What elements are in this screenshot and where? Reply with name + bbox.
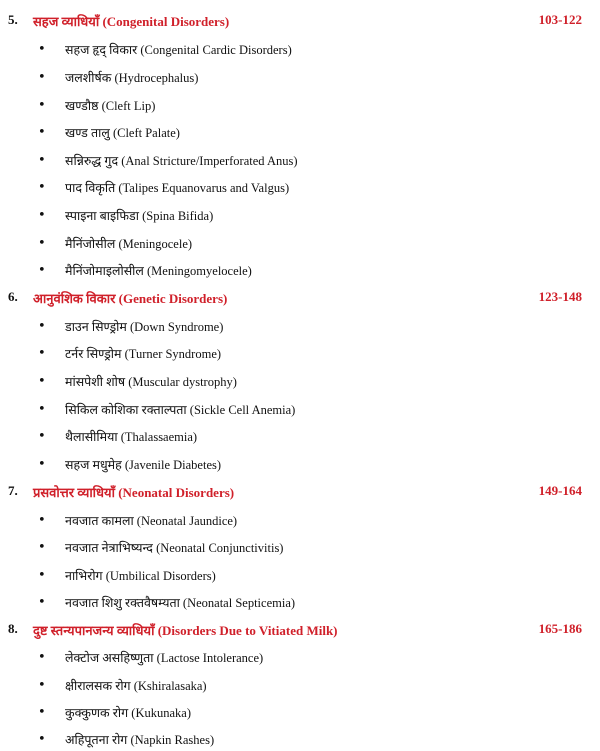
list-item xyxy=(0,341,600,365)
chapter-heading xyxy=(0,617,600,645)
list-item xyxy=(0,120,600,144)
list-item xyxy=(0,203,600,227)
bullet-icon: • xyxy=(38,208,46,223)
list-item xyxy=(0,258,600,282)
bullet-icon: • xyxy=(38,319,46,334)
bullet-icon: • xyxy=(38,457,46,472)
item-text: सन्निरुद्ध गुद (Anal Stricture/Imperforated Anus) xyxy=(65,154,298,168)
item-text: नवजात कामला (Neonatal Jaundice) xyxy=(65,514,238,528)
bullet-icon: • xyxy=(38,180,46,195)
bullet-icon: • xyxy=(38,540,46,555)
bullet-icon: • xyxy=(38,98,46,113)
chapter-page-range: 149-164 xyxy=(538,483,582,498)
item-text: लेक्टोज असहिष्णुता (Lactose Intolerance) xyxy=(65,651,264,665)
item-text: नवजात नेत्राभिष्यन्द (Neonatal Conjunctivitis) xyxy=(65,541,284,555)
bullet-icon: • xyxy=(38,125,46,140)
bullet-icon: • xyxy=(38,402,46,417)
list-item xyxy=(0,727,600,751)
item-text: मांसपेशी शोष (Muscular dystrophy) xyxy=(65,375,237,389)
item-text: मैनिंजोसील (Meningocele) xyxy=(65,237,193,251)
item-text: जलशीर्षक (Hydrocephalus) xyxy=(65,71,199,85)
list-item xyxy=(0,231,600,255)
item-text: कुक्कुणक रोग (Kukunaka) xyxy=(65,706,191,720)
bullet-icon: • xyxy=(38,263,46,278)
item-text: अहिपूतना रोग (Napkin Rashes) xyxy=(65,733,215,747)
chapter-title[interactable]: सहज व्याधियाँ (Congenital Disorders) xyxy=(33,14,230,29)
chapter-page-range: 165-186 xyxy=(538,621,582,636)
list-item xyxy=(0,508,600,532)
list-item xyxy=(0,397,600,421)
chapter-number: 7. xyxy=(8,483,18,498)
bullet-icon: • xyxy=(38,346,46,361)
item-text: क्षीरालसक रोग (Kshiralasaka) xyxy=(65,679,207,693)
bullet-icon: • xyxy=(38,513,46,528)
list-item xyxy=(0,700,600,724)
bullet-icon: • xyxy=(38,429,46,444)
list-item xyxy=(0,590,600,614)
chapter-title[interactable]: आनुवंशिक विकार (Genetic Disorders) xyxy=(33,291,228,306)
bullet-icon: • xyxy=(38,153,46,168)
item-text: खण्ड तालु (Cleft Palate) xyxy=(65,126,180,140)
list-item xyxy=(0,314,600,338)
list-item xyxy=(0,148,600,172)
item-text: सहज हृद् विकार (Congenital Cardic Disorders) xyxy=(65,43,292,57)
bullet-icon: • xyxy=(38,236,46,251)
item-text: खण्डौष्ठ (Cleft Lip) xyxy=(65,99,156,113)
chapter-title[interactable]: दुष्ट स्तन्यपानजन्य व्याधियाँ (Disorders Due to Vitiated Milk) xyxy=(33,623,338,638)
item-text: टर्नर सिण्ड्रोम (Turner Syndrome) xyxy=(65,347,222,361)
bullet-icon: • xyxy=(38,678,46,693)
chapter-title[interactable]: प्रसवोत्तर व्याधियाँ (Neonatal Disorders) xyxy=(33,485,235,500)
bullet-icon: • xyxy=(38,42,46,57)
list-item xyxy=(0,645,600,669)
bullet-icon: • xyxy=(38,595,46,610)
item-text: नाभिरोग (Umbilical Disorders) xyxy=(65,569,216,583)
chapter-heading xyxy=(0,479,600,507)
item-text: डाउन सिण्ड्रोम (Down Syndrome) xyxy=(65,320,224,334)
chapter-number: 6. xyxy=(8,289,18,304)
item-text: मैनिंजोमाइलोसील (Meningomyelocele) xyxy=(65,264,252,278)
item-text: सिकिल कोशिका रक्ताल्पता (Sickle Cell Anemia) xyxy=(65,403,296,417)
list-item xyxy=(0,563,600,587)
item-text: नवजात शिशु रक्तवैषम्यता (Neonatal Septicemia) xyxy=(65,596,296,610)
bullet-icon: • xyxy=(38,705,46,720)
list-item xyxy=(0,535,600,559)
item-text: पाद विकृति (Talipes Equanovarus and Valgus) xyxy=(65,181,290,195)
chapter-heading xyxy=(0,8,600,36)
list-item xyxy=(0,65,600,89)
bullet-icon: • xyxy=(38,568,46,583)
list-item xyxy=(0,369,600,393)
chapter-page-range: 103-122 xyxy=(538,12,582,27)
bullet-icon: • xyxy=(38,650,46,665)
bullet-icon: • xyxy=(38,70,46,85)
item-text: थैलासीमिया (Thalassaemia) xyxy=(65,430,198,444)
list-item xyxy=(0,424,600,448)
chapter-page-range: 123-148 xyxy=(538,289,582,304)
item-text: सहज मधुमेह (Javenile Diabetes) xyxy=(65,458,222,472)
bullet-icon: • xyxy=(38,374,46,389)
list-item xyxy=(0,452,600,476)
item-text: स्पाइना बाइफिडा (Spina Bifida) xyxy=(65,209,214,223)
chapter-number: 8. xyxy=(8,621,18,636)
list-item xyxy=(0,37,600,61)
chapter-number: 5. xyxy=(8,12,18,27)
chapter-heading xyxy=(0,285,600,313)
bullet-icon: • xyxy=(38,732,46,747)
list-item xyxy=(0,175,600,199)
list-item xyxy=(0,673,600,697)
list-item xyxy=(0,93,600,117)
